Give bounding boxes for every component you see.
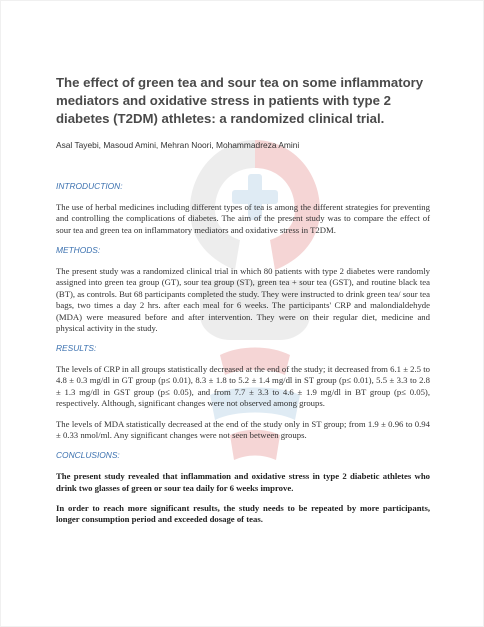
author-list: Asal Tayebi, Masoud Amini, Mehran Noori, Mohammadreza Amini bbox=[56, 140, 300, 150]
results-text-crp: The levels of CRP in all groups statistically decreased at the end of the study; it decreased from 6.1 ± 2.5 to 4.8 ± 0.3 mg/dl in GT group (p≤ 0.01), 8.3 ± 1.8 to 5.2 ± 1.4 mg/dl in ST group (p≤ 0.01), 5.5 ± 3.3 to 2.8 ± 1.3 mg/dl in GST group (p≤ 0.05), and from 7.7 ± 3.3 to 4.6 ± 1.9 mg/dl in BT group (p≤ 0.05), respectively. Although, significant changes were not observed among groups. bbox=[56, 364, 430, 409]
paper-content bbox=[56, 74, 430, 534]
results-heading: RESULTS: bbox=[56, 343, 97, 354]
introduction-heading: INTRODUCTION: bbox=[56, 181, 123, 191]
methods-text: The present study was a randomized clinical trial in which 80 patients with type 2 diabetes were randomly assigned into green tea group (GT), sour tea group (ST), green tea + sour tea (GST), and routine black tea (BT), as controls. But 68 participants completed the study. They were instructed to drink green tea/ sour tea bags, two times a day 2 hrs. after each meal for 6 weeks. The participants' CRP and malondialdehyde (MDA) were measured before and after intervention. They were on their regular diet, medicine and physical activity in the study. bbox=[56, 265, 430, 333]
introduction-text: The use of herbal medicines including different types of tea is among the different strategies for preventing and controlling the complications of diabetes. The aim of the present study was to compare the effect of sour tea and green tea on inflammatory mediators and oxidative stress in T2DM. bbox=[56, 202, 430, 235]
conclusions-heading: CONCLUSIONS: bbox=[56, 450, 120, 461]
conclusions-text-future: In order to reach more significant results, the study needs to be repeated by more participants, longer consumption period and exceeded dosage of teas. bbox=[56, 502, 430, 525]
methods-heading: METHODS: bbox=[56, 244, 101, 255]
paper-title: The effect of green tea and sour tea on some inflammatory mediators and oxidative stress in patients with type 2 diabetes (T2DM) athletes: a randomized clinical trial. bbox=[56, 75, 424, 126]
results-text-mda: The levels of MDA statistically decreased at the end of the study only in ST group; from 1.9 ± 0.96 to 0.94 ± 0.33 nmol/ml. Any significant changes were not seen between groups. bbox=[56, 418, 430, 441]
conclusions-text-main: The present study revealed that inflammation and oxidative stress in type 2 diabetic athletes who drink two glasses of green or sour tea daily for 6 weeks improve. bbox=[56, 471, 430, 493]
